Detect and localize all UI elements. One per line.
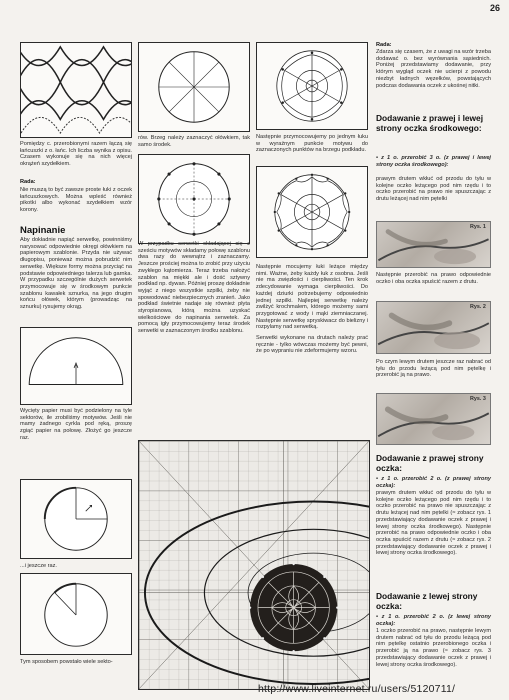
doily-pinned-figure (256, 42, 368, 130)
rys3-label: Rys. 3 (470, 396, 486, 402)
rys1-label: Rys. 1 (470, 224, 486, 230)
again-caption: ...i jeszcze raz. (20, 563, 57, 569)
rys2-label: Rys. 2 (470, 304, 486, 310)
center-stitch-heading: Dodawanie z prawej i lewej strony oczka środkowego: (376, 113, 484, 133)
sectors-continued-text: rów. Brzeg należy zaznaczyć ołówkiem, tak samo środek. (138, 135, 250, 148)
rys2-text: Po czym lewym drutem jeszcze raz nabrać od tyłu do przodu leżącą pod nim pętelkę i przerobić ją na prawo. (376, 359, 491, 379)
sector-circle-figure (20, 479, 132, 559)
rada-text: Nie muszą to być zawsze proste łuki z oczek łańcuszkowych. Można wpleść również pikotki albo wykonać szydełkiem wzór korony. (20, 187, 132, 214)
pinned-circle-figure (138, 154, 250, 244)
napinanie-heading: Napinanie (20, 225, 66, 236)
washing-note: Serwetki wykonane na drutach należy prać ręcznie - tylko wówczas możemy być pewni, że po wypraniu nie zdeformujemy wzoru. (256, 335, 368, 355)
left-stitch-text: 1 oczko przerobić na prawo, następnie lewym drutem nabrać od tyłu do przodu leżącą pod nim pętelkę ostatnio przerobionego oczka i przerobić ją na prawo (≈ zobacz rys. 3 przedstawiający dodawanie oczek z prawej i lewej strony oczka środkowego). (376, 628, 491, 668)
pin-between-text: Następnie mocujemy łuki leżące między nimi. Ważne, żeby każdy łuk z osobna. Jeśli nie ma zwięzłości i cierpliwości. Ten krok zdecydowanie wymaga cierpliwości. Do każdej dziurki potrzebujemy odpowiednio jednej szpilki. Najlepiej serwetkę należy zwilżyć krochmalem, którego możemy sami przygotować z wody i mąki ziemniaczanej. Następnie serwetkę spryskiwacz do bielizny i rozpylamy nad serwetką. (256, 264, 368, 331)
center-stitch-rule: • z 1 o. przerobić 3 o. (z prawej i lewej strony oczka środkowego): (376, 155, 491, 168)
napinanie-text: Aby dokładnie napiąć serwetkę, powinniśmy narysować odpowiednie okręgi ołówkiem na papierowym szablonie. Przyda nie używać długopisu, ponieważ można pobrudzić nim serwetkę. Większe formy można przyciąć na podstawie odpowiedniego talerza lub garnka. W przypadku szczególnie dużych serwetek przymocowuje się w środkowym punkcie szablonu kawałek sznurka, na jego drugim końcu ołówek, którym (prowadząc na sznurku) rysujemy okrąg. (20, 237, 132, 311)
rada-title: Rada: (20, 179, 36, 185)
footer-url-link[interactable]: http://www.liveinternet.ru/users/5120711/ (258, 683, 456, 695)
page-number: 26 (490, 3, 501, 13)
right-stitch-rule: • z 1 o. przerobić 2 o. (z prawej strony oczka): (376, 476, 491, 489)
pin-arches-text: Następnie przymocowujemy po jednym łuku w wyraźnym punkcie motywu do zaznaczonych punktów na brzegu podkładu. (256, 134, 368, 154)
half-circle-figure (20, 327, 132, 405)
rys1-text: Następnie przerobić na prawo odpowiednie oczko i oba oczka spuścić razem z drutu. (376, 272, 491, 285)
right-stitch-heading: Dodawanie z prawej strony oczka: (376, 453, 484, 473)
folded-circle-figure (20, 573, 132, 655)
right-stitch-text: prawym drutem wkłuć od przodu do tyłu w kolejne oczko leżącego pod nim rzędu i to oczko przerobić na prawo nie spuszczając z drutu leżącej nad nim pętelki (≈ zobacz rys. 1 przedstawiający dodawanie oczek z prawej i lewej strony oczka środkowego). Następnie przerobić na prawo odpowiednie oczko i oba oczka spuścić razem z drutu (≈ zobacz rys. 2 przedstawiający dodawanie oczek z prawej i lewej strony oczka środkowego). (376, 490, 491, 557)
left-stitch-rule: • z 1 o. przerobić 2 o. (z lewej strony oczka): (376, 614, 491, 627)
rada-text-right: Zdarza się czasem, że z uwagi na wzór trzeba dodawać o. bez wyrównania sąsiednich. Poniżej przedstawiamy dodawanie, przy którym wygląd oczek nie ucierpi z powodu niezbyt ładnych węzełków, powstających podczas dodawania oczek z ukośnej nitki. (376, 49, 491, 89)
left-stitch-heading: Dodawanie z lewej strony oczka: (376, 591, 478, 611)
doily-full-figure (256, 166, 368, 258)
center-stitch-text: prawym drutem wkłuć od przodu do tyłu w kolejne oczko leżącego pod nim rzędu i to oczko przerobić na prawo nie spuszczając z drutu leżącej nad nim pętelki (376, 176, 491, 203)
intro-paragraph: Pomiędzy c. przerobionymi razem łączą się łańcuszki z o. łańc. Ich liczba wynika z opisu. Czasem wykonuje się na nich więcej okrążeń szydełkiem. (20, 141, 132, 168)
rada-title-right: Rada: (376, 42, 392, 48)
blocking-text: W przypadku serwetki składającej się z sześciu motywów składamy połowę szablonu dwa razy do wewnątrz i zaznaczamy. Jeszcze prościej można to zrobić przy użyciu zwykłego kątomierza. Teraz trzeba nałożyć szablon na miękki ale i dość sztywny podkład np. dywan. Później proszę dokładnie wyjąć z niego wszystkie szpilki, żeby nie spowodować niebezpiecznych zranień. Jako podkład świetnie nadaje się również płyta styropianowa, którą można uzyskać wielkościowe do napinania serwetek. Za pomocą igły przymocowujemy teraz środek serwetki w zaznaczonym środku szablonu. (138, 241, 250, 335)
blocking-grid-figure (138, 440, 370, 690)
sectors-caption: Tym sposobem powstało wiele sekto- (20, 659, 113, 665)
crochet-lace-figure (20, 42, 132, 138)
sector-template-figure (138, 42, 250, 132)
fold-caption: Wycięty papier musi być podzielony na tyle sektorów, ile zrobiliśmy motywów. Jeśli nie mamy żadnego cyrkla pod ręką, proszę zgiąć papier na połowę. Złożyć go jeszcze raz. (20, 408, 132, 441)
